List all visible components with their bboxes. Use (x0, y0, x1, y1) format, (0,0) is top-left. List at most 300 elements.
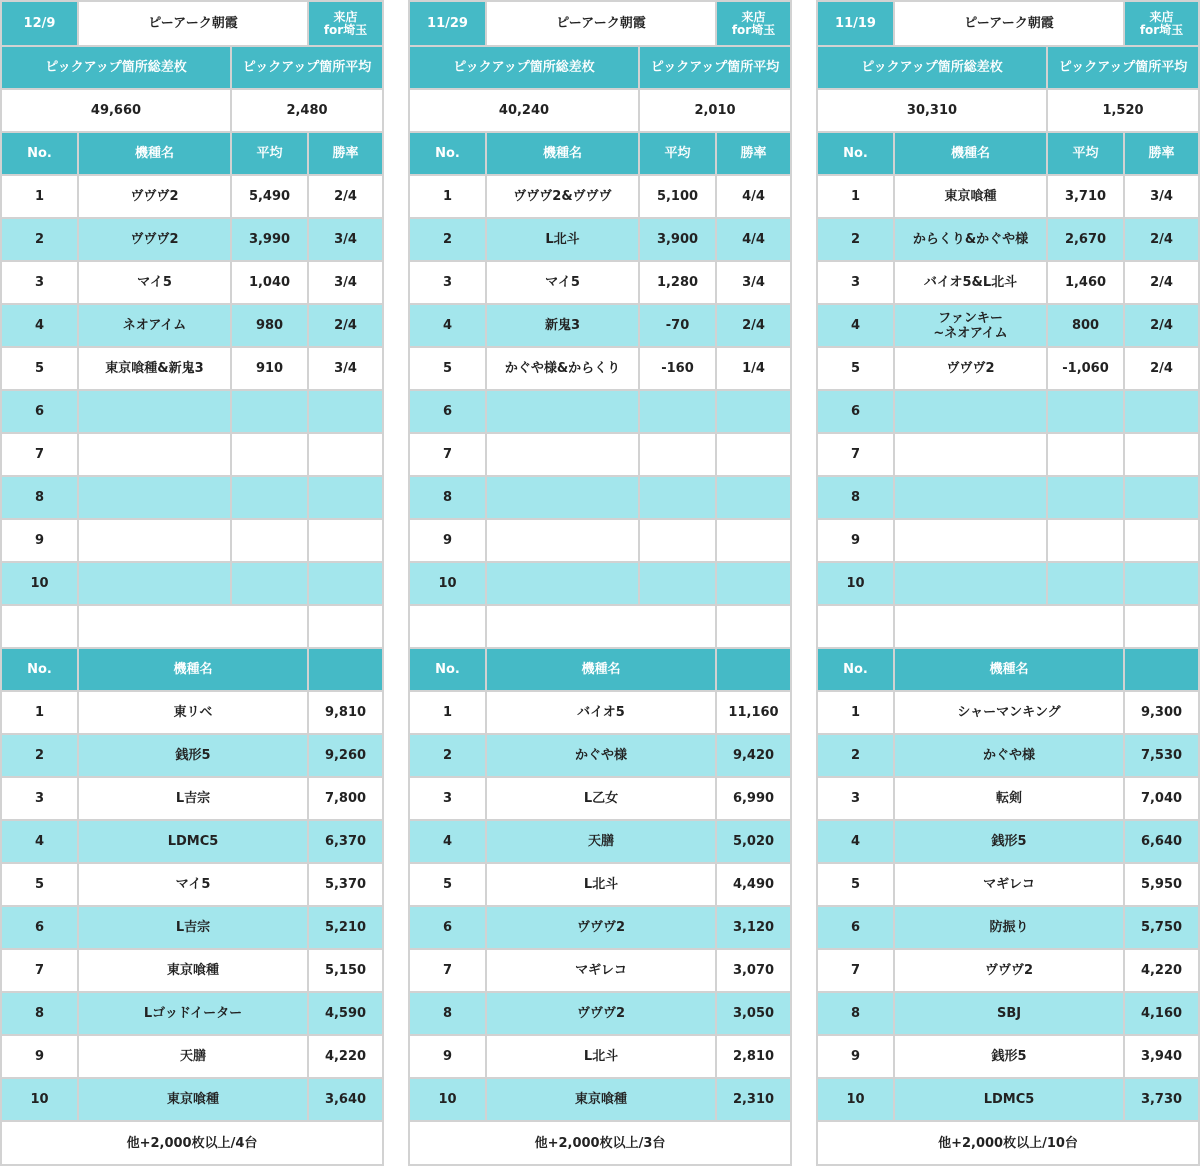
panel-11-19 (816, 0, 1198, 1167)
pickup-no: 4 (817, 304, 894, 347)
rank-value: 3,940 (1124, 1035, 1199, 1078)
pickup-no: 1 (409, 175, 486, 218)
pickup-avg-header: ピックアップ箇所平均 (231, 46, 383, 89)
pickup-model-name (486, 562, 639, 605)
pickup-winrate: 3/4 (1124, 175, 1199, 218)
rank-no: 6 (409, 906, 486, 949)
rank-no-header: No. (817, 648, 894, 691)
pickup-row (817, 261, 1199, 304)
rank-no: 2 (1, 734, 78, 777)
rank-no: 9 (817, 1035, 894, 1078)
pickup-avg (1047, 433, 1124, 476)
pickup-row (1, 519, 383, 562)
pickup-no: 6 (1, 390, 78, 433)
pickup-no: 8 (817, 476, 894, 519)
pickup-row (409, 347, 791, 390)
pickup-no: 4 (1, 304, 78, 347)
pickup-model-name: 東京喰種 (894, 175, 1047, 218)
pickup-winrate (716, 519, 791, 562)
pickup-no: 3 (1, 261, 78, 304)
pickup-winrate: 2/4 (308, 304, 383, 347)
pickup-avg-header: ピックアップ箇所平均 (639, 46, 791, 89)
pickup-avg (639, 390, 716, 433)
rank-no: 2 (409, 734, 486, 777)
pickup-winrate (308, 519, 383, 562)
pickup-winrate: 4/4 (716, 175, 791, 218)
pickup-row (817, 476, 1199, 519)
footer-note: 他+2,000枚以上/3台 (409, 1121, 791, 1165)
ranking-row (409, 777, 791, 820)
rank-model-name: LDMC5 (78, 820, 308, 863)
pickup-row (409, 261, 791, 304)
pickup-no: 5 (1, 347, 78, 390)
rank-model-name: 東京喰種 (78, 949, 308, 992)
pickup-avg: 910 (231, 347, 308, 390)
visit-label-line2: for埼玉 (731, 22, 776, 37)
visit-label-line2: for埼玉 (1139, 22, 1184, 37)
rank-model-name: マギレコ (894, 863, 1124, 906)
ranking-row (409, 820, 791, 863)
ranking-row (817, 734, 1199, 777)
rank-value: 3,640 (308, 1078, 383, 1121)
rank-value: 4,160 (1124, 992, 1199, 1035)
rank-value: 3,730 (1124, 1078, 1199, 1121)
rank-value: 5,370 (308, 863, 383, 906)
model-header: 機種名 (486, 132, 639, 175)
pickup-model-name: バイオ5&L北斗 (894, 261, 1047, 304)
pickup-avg: 3,900 (639, 218, 716, 261)
ranking-row (817, 906, 1199, 949)
pickup-row (409, 476, 791, 519)
rank-model-name: L北斗 (486, 863, 716, 906)
pickup-avg-header: ピックアップ箇所平均 (1047, 46, 1199, 89)
rank-no: 6 (1, 906, 78, 949)
pickup-model-name: ヴヴヴ2 (78, 175, 231, 218)
rank-no: 6 (817, 906, 894, 949)
pickup-winrate: 3/4 (308, 347, 383, 390)
rank-model-name: 防振り (894, 906, 1124, 949)
ranking-row (1, 1035, 383, 1078)
winrate-header: 勝率 (308, 132, 383, 175)
footer-note: 他+2,000枚以上/4台 (1, 1121, 383, 1165)
pickup-total-value: 30,310 (817, 89, 1047, 132)
rank-value: 9,810 (308, 691, 383, 734)
pickup-row (409, 433, 791, 476)
pickup-winrate (716, 433, 791, 476)
pickup-no: 3 (817, 261, 894, 304)
visit-badge (1124, 1, 1199, 46)
pickup-winrate: 2/4 (1124, 261, 1199, 304)
rank-no: 5 (1, 863, 78, 906)
pickup-avg-value: 1,520 (1047, 89, 1199, 132)
pickup-model-name: ヴヴヴ2 (78, 218, 231, 261)
rank-model-name: L北斗 (486, 1035, 716, 1078)
rank-value: 3,070 (716, 949, 791, 992)
rank-value: 7,040 (1124, 777, 1199, 820)
rank-model-name: 天膳 (486, 820, 716, 863)
pickup-winrate (716, 562, 791, 605)
ranking-row (1, 949, 383, 992)
spacer-cell (716, 605, 791, 648)
rank-value: 2,310 (716, 1078, 791, 1121)
rank-model-name: 東京喰種 (486, 1078, 716, 1121)
pickup-model-name (78, 433, 231, 476)
pickup-winrate: 2/4 (1124, 347, 1199, 390)
rank-value: 6,640 (1124, 820, 1199, 863)
pickup-avg: 1,460 (1047, 261, 1124, 304)
rank-value: 7,530 (1124, 734, 1199, 777)
rank-model-name: LDMC5 (894, 1078, 1124, 1121)
avg-header: 平均 (1047, 132, 1124, 175)
pickup-winrate: 2/4 (308, 175, 383, 218)
pickup-avg (231, 519, 308, 562)
pickup-row (817, 304, 1199, 347)
rank-model-name: L吉宗 (78, 777, 308, 820)
rank-value: 3,050 (716, 992, 791, 1035)
pickup-model-name (894, 390, 1047, 433)
pickup-winrate (308, 390, 383, 433)
pickup-row (817, 562, 1199, 605)
pickup-model-name: マイ5 (486, 261, 639, 304)
ranking-row (1, 906, 383, 949)
pickup-no: 10 (817, 562, 894, 605)
pickup-winrate (716, 390, 791, 433)
visit-label-line1: 来店 (1149, 9, 1174, 24)
pickup-model-name: ヴヴヴ2&ヴヴヴ (486, 175, 639, 218)
store-name: ピーアーク朝霞 (78, 1, 308, 46)
ranking-row (409, 863, 791, 906)
pickup-model-name (894, 519, 1047, 562)
rank-model-name: 銭形5 (78, 734, 308, 777)
rank-value: 4,220 (308, 1035, 383, 1078)
rank-no: 8 (1, 992, 78, 1035)
rank-value: 4,590 (308, 992, 383, 1035)
rank-model-name: 東リベ (78, 691, 308, 734)
ranking-row (409, 992, 791, 1035)
pickup-avg: 3,990 (231, 218, 308, 261)
pickup-no: 9 (817, 519, 894, 562)
rank-model-name: ヴヴヴ2 (486, 992, 716, 1035)
rank-value-header (1124, 648, 1199, 691)
pickup-avg: 1,280 (639, 261, 716, 304)
rank-no: 4 (1, 820, 78, 863)
pickup-avg (231, 562, 308, 605)
pickup-no: 9 (409, 519, 486, 562)
panel-table (816, 0, 1200, 1166)
pickup-model-name: かぐや様&からくり (486, 347, 639, 390)
pickup-winrate (1124, 562, 1199, 605)
pickup-avg (1047, 519, 1124, 562)
column-gap (790, 0, 816, 1167)
pickup-winrate: 2/4 (1124, 218, 1199, 261)
ranking-row (817, 820, 1199, 863)
ranking-row (817, 691, 1199, 734)
rank-no-header: No. (1, 648, 78, 691)
pickup-avg: 5,100 (639, 175, 716, 218)
rank-no: 2 (817, 734, 894, 777)
visit-badge (308, 1, 383, 46)
no-header: No. (817, 132, 894, 175)
pickup-no: 2 (409, 218, 486, 261)
spacer-cell (817, 605, 894, 648)
avg-header: 平均 (639, 132, 716, 175)
rank-model-header: 機種名 (894, 648, 1124, 691)
rank-model-name: かぐや様 (894, 734, 1124, 777)
rank-value: 9,260 (308, 734, 383, 777)
pickup-model-name (78, 519, 231, 562)
pickup-avg: 980 (231, 304, 308, 347)
pickup-row (817, 347, 1199, 390)
ranking-row (409, 1078, 791, 1121)
rank-model-name: 天膳 (78, 1035, 308, 1078)
pickup-no: 7 (817, 433, 894, 476)
rank-no: 7 (409, 949, 486, 992)
spacer-cell (78, 605, 308, 648)
rank-model-name: マギレコ (486, 949, 716, 992)
rank-no: 8 (817, 992, 894, 1035)
visit-badge (716, 1, 791, 46)
pickup-row (1, 175, 383, 218)
pickup-avg (231, 433, 308, 476)
pickup-avg (639, 433, 716, 476)
pickup-model-name (486, 476, 639, 519)
pickup-no: 10 (409, 562, 486, 605)
pickup-total-header: ピックアップ箇所総差枚 (817, 46, 1047, 89)
rank-value-header (308, 648, 383, 691)
rank-model-name: Lゴッドイーター (78, 992, 308, 1035)
store-name: ピーアーク朝霞 (894, 1, 1124, 46)
pickup-row (409, 562, 791, 605)
ranking-row (1, 691, 383, 734)
rank-value: 5,020 (716, 820, 791, 863)
pickup-avg (639, 519, 716, 562)
rank-model-header: 機種名 (486, 648, 716, 691)
pickup-model-name (894, 433, 1047, 476)
ranking-row (409, 906, 791, 949)
panel-table (0, 0, 384, 1166)
pickup-avg: 1,040 (231, 261, 308, 304)
spacer-cell (1124, 605, 1199, 648)
pickup-total-header: ピックアップ箇所総差枚 (409, 46, 639, 89)
pickup-no: 1 (1, 175, 78, 218)
pickup-winrate: 2/4 (716, 304, 791, 347)
pickup-no: 8 (409, 476, 486, 519)
rank-model-header: 機種名 (78, 648, 308, 691)
panel-12-9 (0, 0, 382, 1167)
pickup-total-value: 40,240 (409, 89, 639, 132)
pickup-no: 5 (817, 347, 894, 390)
ranking-row (409, 734, 791, 777)
pickup-avg: 800 (1047, 304, 1124, 347)
date-cell: 11/19 (817, 1, 894, 46)
spacer-cell (308, 605, 383, 648)
pickup-avg (1047, 562, 1124, 605)
pickup-row (817, 218, 1199, 261)
rank-model-name: ヴヴヴ2 (894, 949, 1124, 992)
rank-no: 1 (409, 691, 486, 734)
pickup-winrate: 3/4 (308, 261, 383, 304)
rank-model-name: L吉宗 (78, 906, 308, 949)
pickup-model-name: マイ5 (78, 261, 231, 304)
no-header: No. (409, 132, 486, 175)
pickup-avg-value: 2,010 (639, 89, 791, 132)
pickup-winrate (1124, 390, 1199, 433)
winrate-header: 勝率 (1124, 132, 1199, 175)
rank-model-name: 転剣 (894, 777, 1124, 820)
visit-label-line1: 来店 (741, 9, 766, 24)
pickup-model-name: ファンキー ~ネオアイム (894, 304, 1047, 347)
date-cell: 12/9 (1, 1, 78, 46)
rank-no: 10 (409, 1078, 486, 1121)
ranking-row (817, 777, 1199, 820)
pickup-no: 2 (817, 218, 894, 261)
pickup-model-name (78, 476, 231, 519)
pickup-model-name: L北斗 (486, 218, 639, 261)
rank-value: 6,370 (308, 820, 383, 863)
pickup-row (409, 390, 791, 433)
rank-no: 4 (817, 820, 894, 863)
pickup-row (817, 390, 1199, 433)
rank-value: 4,220 (1124, 949, 1199, 992)
model-header: 機種名 (894, 132, 1047, 175)
pickup-total-header: ピックアップ箇所総差枚 (1, 46, 231, 89)
no-header: No. (1, 132, 78, 175)
pickup-no: 5 (409, 347, 486, 390)
pickup-winrate: 1/4 (716, 347, 791, 390)
rank-model-name: ヴヴヴ2 (486, 906, 716, 949)
pickup-row (1, 261, 383, 304)
ranking-row (409, 1035, 791, 1078)
pickup-total-value: 49,660 (1, 89, 231, 132)
rank-model-name: 東京喰種 (78, 1078, 308, 1121)
pickup-no: 8 (1, 476, 78, 519)
panel-table (408, 0, 792, 1166)
pickup-row (409, 218, 791, 261)
pickup-model-name (78, 562, 231, 605)
pickup-winrate: 3/4 (308, 218, 383, 261)
pickup-row (1, 218, 383, 261)
pickup-row (1, 390, 383, 433)
pickup-row (817, 433, 1199, 476)
rank-no: 9 (1, 1035, 78, 1078)
pickup-winrate (1124, 476, 1199, 519)
rank-no: 1 (1, 691, 78, 734)
pickup-avg (1047, 390, 1124, 433)
pickup-model-name (78, 390, 231, 433)
ranking-row (1, 992, 383, 1035)
pickup-model-name (486, 433, 639, 476)
rank-no-header: No. (409, 648, 486, 691)
rank-value: 5,750 (1124, 906, 1199, 949)
pickup-no: 2 (1, 218, 78, 261)
pickup-avg-value: 2,480 (231, 89, 383, 132)
pickup-winrate: 4/4 (716, 218, 791, 261)
pickup-avg: 5,490 (231, 175, 308, 218)
pickup-row (1, 433, 383, 476)
spacer-cell (486, 605, 716, 648)
rank-no: 3 (817, 777, 894, 820)
rank-model-name: マイ5 (78, 863, 308, 906)
pickup-winrate (308, 433, 383, 476)
pickup-avg: 3,710 (1047, 175, 1124, 218)
pickup-row (409, 304, 791, 347)
rank-no: 5 (817, 863, 894, 906)
rank-value: 4,490 (716, 863, 791, 906)
rank-no: 10 (817, 1078, 894, 1121)
pickup-avg (231, 390, 308, 433)
spacer-cell (894, 605, 1124, 648)
ranking-row (817, 1078, 1199, 1121)
pickup-row (409, 175, 791, 218)
avg-header: 平均 (231, 132, 308, 175)
pickup-winrate (308, 562, 383, 605)
pickup-avg: -1,060 (1047, 347, 1124, 390)
pickup-model-name: ヴヴヴ2 (894, 347, 1047, 390)
pickup-row (817, 519, 1199, 562)
footer-note: 他+2,000枚以上/10台 (817, 1121, 1199, 1165)
pickup-model-name (894, 476, 1047, 519)
spacer-cell (409, 605, 486, 648)
pickup-no: 7 (409, 433, 486, 476)
pickup-winrate (308, 476, 383, 519)
pickup-no: 9 (1, 519, 78, 562)
pickup-no: 10 (1, 562, 78, 605)
rank-no: 3 (1, 777, 78, 820)
ranking-row (409, 949, 791, 992)
ranking-row (1, 777, 383, 820)
rank-value: 6,990 (716, 777, 791, 820)
date-cell: 11/29 (409, 1, 486, 46)
pickup-winrate (1124, 433, 1199, 476)
pickup-model-name: 東京喰種&新鬼3 (78, 347, 231, 390)
pickup-avg (639, 562, 716, 605)
rank-value: 9,300 (1124, 691, 1199, 734)
ranking-row (817, 949, 1199, 992)
rank-no: 4 (409, 820, 486, 863)
pickup-row (1, 347, 383, 390)
ranking-row (1, 820, 383, 863)
visit-label-line2: for埼玉 (323, 22, 368, 37)
ranking-row (817, 1035, 1199, 1078)
pickup-no: 3 (409, 261, 486, 304)
winrate-header: 勝率 (716, 132, 791, 175)
pickup-model-name: 新鬼3 (486, 304, 639, 347)
rank-no: 5 (409, 863, 486, 906)
panel-11-29 (408, 0, 790, 1167)
ranking-row (409, 691, 791, 734)
rank-value: 9,420 (716, 734, 791, 777)
rank-no: 1 (817, 691, 894, 734)
rank-no: 7 (817, 949, 894, 992)
pickup-avg (1047, 476, 1124, 519)
pickup-avg: 2,670 (1047, 218, 1124, 261)
rank-no: 10 (1, 1078, 78, 1121)
pickup-row (1, 476, 383, 519)
pickup-winrate (1124, 519, 1199, 562)
pickup-no: 7 (1, 433, 78, 476)
rank-value: 3,120 (716, 906, 791, 949)
pickup-model-name (894, 562, 1047, 605)
ranking-row (1, 1078, 383, 1121)
pickup-model-name (486, 519, 639, 562)
pickup-winrate: 2/4 (1124, 304, 1199, 347)
pickup-model-name (486, 390, 639, 433)
pickup-model-name: からくり&かぐや様 (894, 218, 1047, 261)
rank-model-name: かぐや様 (486, 734, 716, 777)
pickup-no: 4 (409, 304, 486, 347)
ranking-row (1, 734, 383, 777)
rank-no: 9 (409, 1035, 486, 1078)
